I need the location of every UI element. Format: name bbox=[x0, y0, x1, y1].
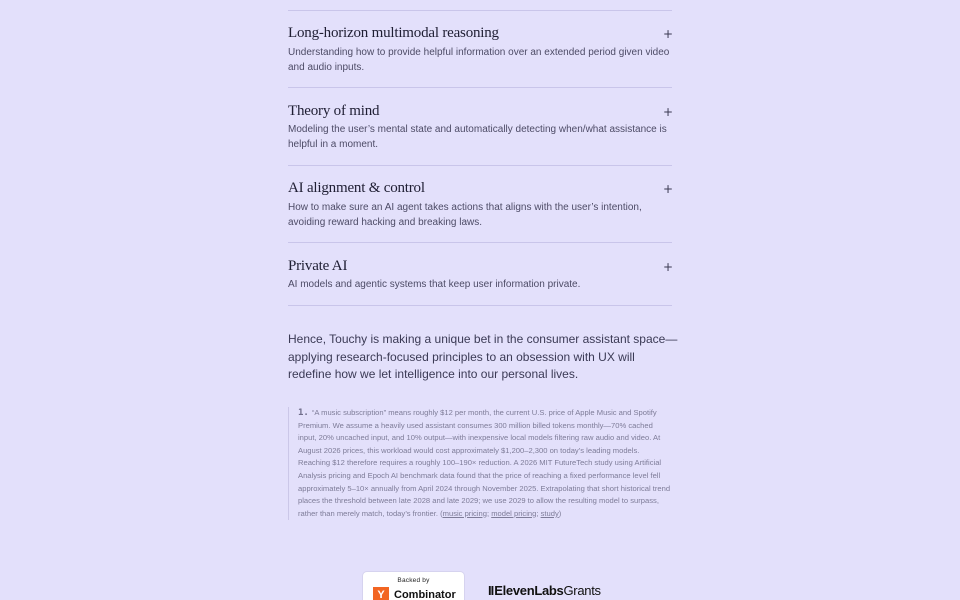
elevenlabs-grants-logo bbox=[488, 583, 601, 598]
accordion-title-ai-alignment[interactable]: AI alignment & control bbox=[288, 180, 425, 196]
elevenlabs-bars-icon: II bbox=[488, 583, 494, 598]
footnote-close-paren: ) bbox=[558, 508, 562, 518]
accordion-divider-3 bbox=[288, 242, 672, 243]
elevenlabs-wordmark: ElevenLabs bbox=[494, 583, 564, 598]
footnote-text: “A music subscription” means roughly $12 per month, the current U.S. price of Apple Music and Spotify Premium. We assume a heavily used assistant consumes 300 million billed tokens monthly—70% cached input, 20% uncached input, and 10% output—with inexpensive local models filtering raw audio and video. At August 2026 prices, this workload would cost approximately $1,200–2,300 on today’s leading models. Reaching $12 therefore requires a roughly 100–190× reduction. A 2026 MIT FutureTech study using Artificial Analysis pricing and Epoch AI benchmark data found that the price of reaching a fixed performance level fell approximately 5–10× annually from April 2024 through November 2025. Extrapolating that short historical trend places the threshold between late 2028 and late 2029; we use 2029 to allow the resulting model to surpass, rather than merely match, today’s frontier. ( bbox=[298, 408, 671, 518]
accordion-description: AI models and agentic systems that keep user information private. bbox=[288, 279, 581, 290]
footnote-number: 1. bbox=[298, 408, 309, 418]
yc-backed-by-label: Backed by bbox=[397, 577, 430, 584]
y-combinator-badge bbox=[363, 572, 464, 600]
grants-wordmark: Grants bbox=[563, 583, 601, 598]
summary-paragraph: Hence, Touchy is making a unique bet in the consumer assistant space—applying research-focused principles to an obsession with UX will redefine how we let intelligence into our personal lives. bbox=[288, 332, 678, 382]
accordion-divider-bottom bbox=[288, 305, 672, 306]
footnote bbox=[288, 407, 672, 520]
accordion-title-private-ai[interactable]: Private AI bbox=[288, 258, 348, 274]
accordion-description: Modeling the user’s mental state and automatically detecting when/what assistance is helpful in a moment. bbox=[288, 124, 667, 150]
footnote-separator: ; bbox=[486, 508, 492, 518]
accordion-divider-top bbox=[288, 10, 672, 11]
accordion-divider-1 bbox=[288, 87, 672, 88]
link-model-pricing[interactable]: model pricing bbox=[491, 508, 537, 518]
expand-plus-icon[interactable]: + bbox=[662, 27, 674, 41]
footnote-separator: ; bbox=[536, 508, 541, 518]
expand-plus-icon[interactable]: + bbox=[662, 105, 674, 119]
expand-plus-icon[interactable]: + bbox=[662, 260, 674, 274]
link-study[interactable]: study bbox=[540, 508, 559, 518]
accordion-description: Understanding how to provide helpful information over an extended period given video and audio inputs. bbox=[288, 47, 670, 73]
accordion-title-long-horizon[interactable]: Long-horizon multimodal reasoning bbox=[288, 25, 499, 41]
accordion-divider-2 bbox=[288, 165, 672, 166]
yc-logo-icon: Y bbox=[373, 587, 389, 600]
accordion-description: How to make sure an AI agent takes actions that aligns with the user’s intention, avoiding reward hacking and breaking laws. bbox=[288, 202, 642, 228]
accordion-title-theory-of-mind[interactable]: Theory of mind bbox=[288, 103, 380, 119]
expand-plus-icon[interactable]: + bbox=[662, 182, 674, 196]
yc-name: Combinator bbox=[394, 589, 456, 600]
link-music-pricing[interactable]: music pricing bbox=[442, 508, 487, 518]
